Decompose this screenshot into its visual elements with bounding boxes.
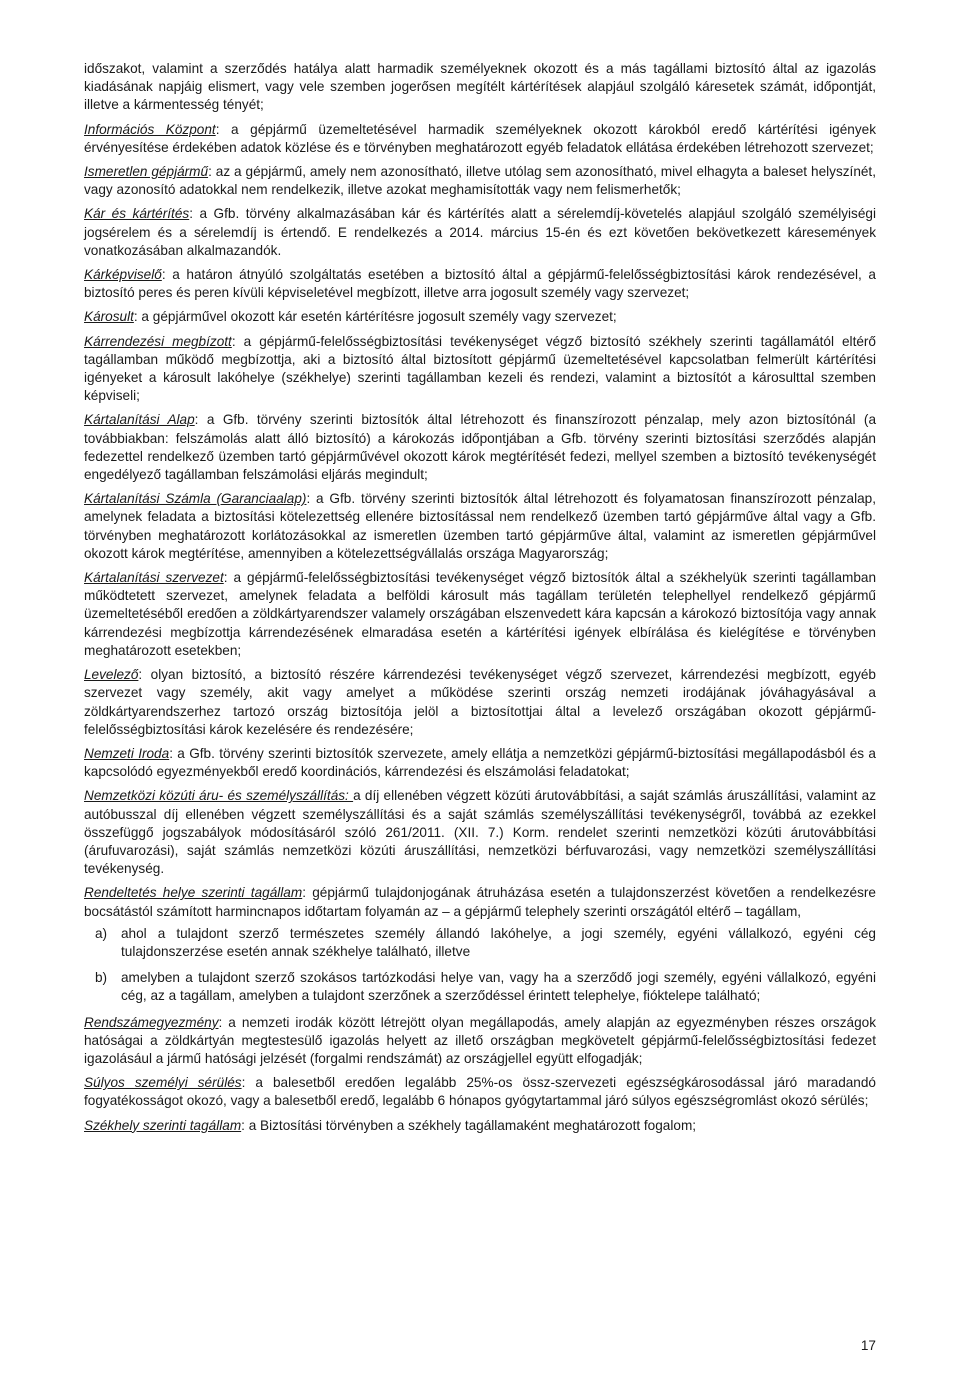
list-item xyxy=(84,969,876,1005)
definition-separator: : xyxy=(231,333,236,349)
definition-text: a nemzeti irodák között létrejött olyan megállapodás, amely alapján az egyezményben részes országok hatóságai a zöldkártyán megtestesülő igazolás helyett az illető országban megkövetelt gépjármű-felelősségbiztosítási fedezet igazolásául a jármű hatósági jelzését (forgalmi rendszámát) az országjellel együtt elfogadják; xyxy=(84,1014,876,1066)
definition-separator: : xyxy=(306,491,311,507)
definition-karosult xyxy=(84,308,876,326)
definition-separator: : xyxy=(208,164,212,180)
tagallam-list xyxy=(84,925,876,1006)
definition-separator: : xyxy=(223,570,228,586)
definition-text: a Gfb. törvény szerinti biztosítók szervezete, amely ellátja a nemzetközi gépjármű-biztosítási megállapodásból és a kapcsolódó egyezményekből eredő koordinációs, kárrendezési és elszámolási feladatokat; xyxy=(84,745,876,780)
definition-kartalanitasi-szervezet xyxy=(84,569,876,660)
definition-term: Kártalanítási Alap xyxy=(84,412,195,428)
definition-ismeretlen-gepjarmu xyxy=(84,163,876,199)
definition-text: a gépjármű-felelősségbiztosítási tevékenységet végző biztosító székhely szerinti tagállamától eltérő tagállamban működő megbízottja, aki a biztosító által biztosított gépjármű üzemeltetésével kapcsolatban felmerült kártérítési igényeket a károsult lakóhelye (székhelye) szerinti tagállamban kezeli és rendezi, valamint a biztosítót a károsulttal szemben képviseli; xyxy=(84,333,876,404)
list-item-label: a) xyxy=(95,925,108,941)
definition-term: Kártalanítási Számla (Garanciaalap) xyxy=(84,491,307,507)
definition-term: Levelező xyxy=(84,667,139,683)
definition-term: Nemzeti Iroda xyxy=(84,745,170,761)
definition-nemzetkozi-kozuti-szallitas xyxy=(84,787,876,878)
definition-sulyos-szemelyi-serules xyxy=(84,1074,876,1110)
definition-separator: : xyxy=(302,885,306,901)
definition-text: a Gfb. törvény szerinti biztosítók által létrehozott és finanszírozott pénzalap, mely azon biztosítónál (a továbbiakban: felszámolás alatt álló biztosító) a károkozás időpontjában a Gfb. törvény szerinti biztosítási szerződés alapján fedezettel rendelkező üzemben tartó gépjárművével okozott károk megtérítését fedezi, mellyel szemben a biztosító tevékenységét engedélyező tagállamban felszámolási eljárás megindult; xyxy=(84,412,876,483)
definition-karrendezesi-megbizott xyxy=(84,333,876,406)
definition-term: Rendszámegyezmény xyxy=(84,1014,219,1030)
definition-text: a balesetből eredően legalább 25%-os össz-szervezeti egészségkárosodással járó maradandó fogyatékosságot okozó, vagy a balesetből eredő, legalább 6 hónapos gyógytartammal járó súlyos egészségromlást okozó sérülés; xyxy=(84,1075,876,1109)
definition-separator: : xyxy=(218,1014,223,1030)
intro-paragraph xyxy=(84,60,876,115)
definition-separator: : xyxy=(133,309,138,325)
list-item-label: b) xyxy=(95,970,108,986)
definition-text: a határon átnyúló szolgáltatás esetében a biztosító által a gépjármű-felelősségbiztosítási károk rendezésével, a biztosító peres és peren kívüli képviseletével megbízott, illetve arra jogosult személy vagy szervezet; xyxy=(84,267,876,301)
definition-kar-es-karterites xyxy=(84,205,876,260)
definition-levelezo xyxy=(84,666,876,739)
definition-term: Kárképviselő xyxy=(84,267,162,283)
list-item-text: amelyben a tulajdont szerző szokásos tartózkodási helye van, vagy ha a szerződő jogi személy, egyéni vállalkozó, egyéni cég, az a tagállam, amelyben a tulajdont szerzőnek a szerződéssel érintett telephelye, fióktelepe található; xyxy=(121,970,876,1004)
document-page xyxy=(84,60,876,1141)
definition-term: Ismeretlen gépjármű xyxy=(84,164,209,180)
definition-term: Súlyos személyi sérülés xyxy=(84,1075,242,1091)
definition-informacios-kozpont xyxy=(84,121,876,157)
definition-term: Rendeltetés helye szerinti tagállam xyxy=(84,885,303,901)
definition-separator: : xyxy=(161,267,166,283)
definition-text: a gépjármű-felelősségbiztosítási tevékenységet végző biztosítók által a székhelyük szerinti tagállamban működtetett szervezet, amelynek feladata a belföldi károsult más tagállam területén telephellyel rendelkező gépjármű üzemeltetéséből eredően a zöldkártyarendszer valamely országában elszenvedett kára kapcsán a károkozó biztosítója vagy annak kárrendezési megbízottja kárrendezésének elmaradása esetén a kártérítési igények elbírálása és kielégítése e törvényben meghatározott esetekben; xyxy=(84,570,877,658)
definition-text: a Biztosítási törvényben a székhely tagállamaként meghatározott fogalom; xyxy=(244,1117,697,1133)
definition-separator: : xyxy=(241,1117,245,1133)
definition-text: a Gfb. törvény alkalmazásában kár és kártérítés alatt a sérelemdíj-követelés alapjául szolgáló személyiségi jogsérelem és a sérelemdíj is értendő. E rendelkezés a 2014. március 15-én és ezt követően bekövetkezett káresemények vonatkozásában alkalmazandók. xyxy=(84,206,876,258)
definition-term: Kárrendezési megbízott xyxy=(84,333,232,349)
definition-kartalanitasi-szamla xyxy=(84,490,876,563)
definition-separator: : xyxy=(169,745,173,761)
definition-text: az a gépjármű, amely nem azonosítható, illetve utólag sem azonosítható, mivel elhagyta a baleset helyszínét, vagy azonosító adatokkal nem rendelkezik, illetve azokat meghamisították vagy nem felismerhetők; xyxy=(84,164,876,198)
definition-text: olyan biztosító, a biztosító részére kárrendezési tevékenységet végző szervezet, kárrendezési megbízott, egyéb szervezet vagy személy, akit vagy amelyet a működése szerinti ország nemzeti irodájának jóváhagyásával a zöldkártyarendszerhez tartozó ország biztosítója jelöl a biztosítottjai által a levelező országában okozott gépjármű-felelősségbiztosítási károk kezelésére és rendezésére; xyxy=(84,667,876,737)
definition-szekhely-szerinti-tagallam xyxy=(84,1117,876,1135)
definition-term: Információs Központ xyxy=(84,121,216,137)
definition-separator: : xyxy=(215,121,220,137)
list-item xyxy=(84,925,876,961)
intro-text: időszakot, valamint a szerződés hatálya alatt harmadik személyeknek okozott és a más tagállami biztosító által az igazolás kiadásának napjáig elismert, vagy vele szemben jogerősen megítélt kártérítések alapjául szolgáló káresetek számát, időpontját, illetve a kármentesség tényét; xyxy=(84,61,876,113)
definition-term: Székhely szerinti tagállam xyxy=(84,1117,242,1133)
definition-term: Kártalanítási szervezet xyxy=(84,570,224,586)
definition-term: Károsult xyxy=(84,309,134,325)
definition-term: Nemzetközi közúti áru- és személyszállítás: xyxy=(84,788,354,804)
definition-karkepviselo xyxy=(84,266,876,302)
definition-separator: : xyxy=(241,1075,246,1091)
definition-text: a gépjármű üzemeltetésével harmadik személyeknek okozott károkból eredő kártérítési igények érvényesítése érdekében adatok közlése és e törvényben meghatározott egyéb feladatok ellátása érdekében létrehozott szervezet; xyxy=(84,121,877,155)
definition-text: a Gfb. törvény szerinti biztosítók által létrehozott és folyamatosan finanszírozott pénzalap, amelynek feladata a biztosítási kötelezettség ellenére biztosítással nem rendelkező üzemben tartó gépjárműve által vagy a Gfb. törvényben meghatározott korlátozásokkal az ismeretlen üzemben tartó gépjárműve által, valamint az ismeretlen gépjárművel okozott károk megtérítése, amennyiben a kötelezettségvállalás országa Magyarország; xyxy=(84,491,876,561)
definition-text: gépjármű tulajdonjogának átruházása esetén a tulajdonszerzést követően a rendelkezésre bocsátástól számított harmincnapos időtartam folyamán az – a gépjármű telephely szerinti országától eltérő – tagállam, xyxy=(84,885,876,919)
definition-separator: : xyxy=(138,667,143,683)
definition-term: Kár és kártérítés xyxy=(84,206,190,222)
definition-separator: : xyxy=(189,206,193,222)
definition-rendszamegyezmeny xyxy=(84,1014,876,1069)
definition-nemzeti-iroda xyxy=(84,745,876,781)
definition-text: a gépjárművel okozott kár esetén kártérítésre jogosult személy vagy szervezet; xyxy=(137,309,617,325)
list-item-text: ahol a tulajdont szerző természetes személy állandó lakóhelye, a jogi személy, egyéni vállalkozó, egyéni cég tulajdonszerzése esetén annak székhelye található, illetve xyxy=(121,925,876,959)
definition-kartalanitasi-alap xyxy=(84,411,876,484)
definition-text: a díj ellenében végzett közúti árutovábbítási, a saját számlás áruszállítási, valamint az autóbusszal díj ellenében végzett személyszállítási és a saját számlás személyszállítási tevékenységről, továbbá az ezekkel összefüggő jogszabályok módosításáról szóló 261/2011. (XII. 7.) Korm. rendelet szerinti nemzetközi közúti árutovábbítási (árufuvarozási), saját számlás nemzetközi közúti áruszállítási, nemzetközi bérfuvarozási, vagy nemzetközi személyszállítási tevékenység. xyxy=(84,788,876,877)
definition-rendeltetes-helye xyxy=(84,884,876,920)
definition-separator: : xyxy=(194,412,199,428)
page-number: 17 xyxy=(860,1338,876,1353)
